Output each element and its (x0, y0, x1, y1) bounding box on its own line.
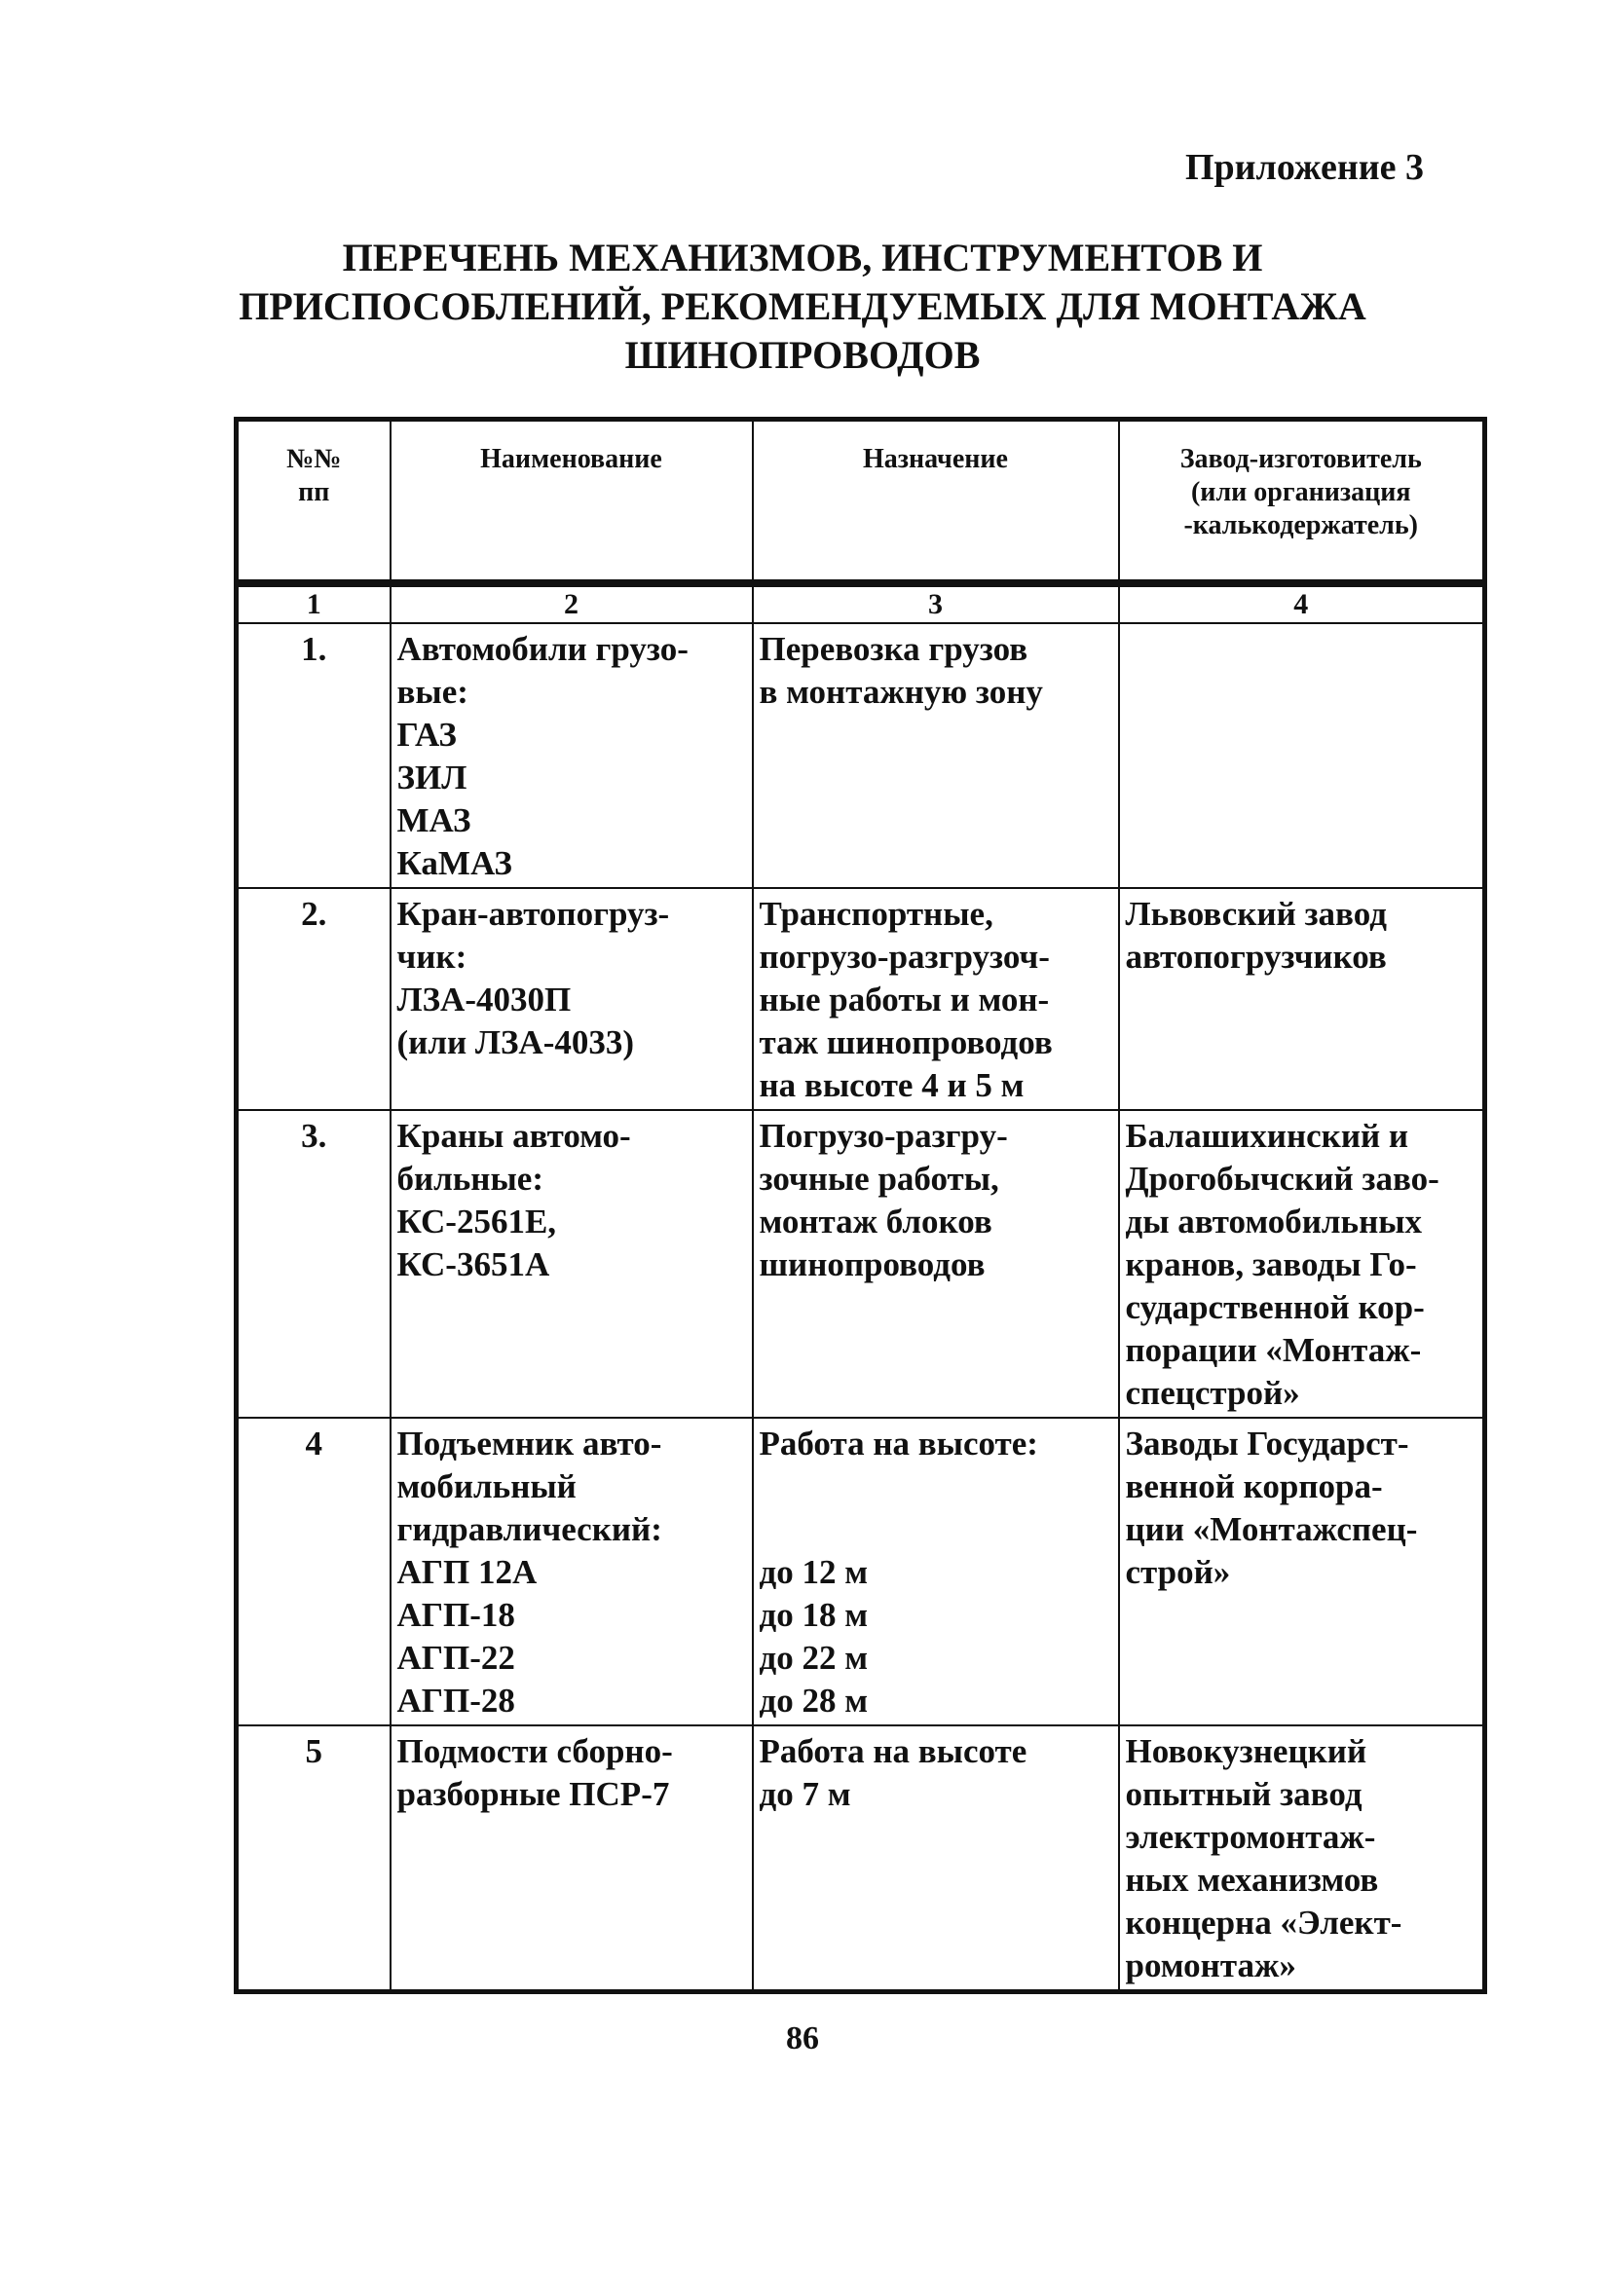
cell-line: ромонтаж» (1125, 1945, 1296, 1984)
header-line: №№ (286, 444, 342, 474)
cell-purpose (753, 1725, 1119, 1992)
cell-line: ных механизмов (1125, 1860, 1379, 1899)
header-line: Назначение (863, 444, 1008, 474)
cell-purpose (753, 1418, 1119, 1725)
table-row (237, 888, 1485, 1110)
cell-line: чик: (396, 937, 467, 976)
table-row (237, 1110, 1485, 1418)
cell-line: ЛЗА-4030П (396, 980, 572, 1018)
cell-maker (1119, 1110, 1485, 1418)
cell-line: Львовский завод (1125, 894, 1387, 933)
cell-line: ЗИЛ (396, 758, 467, 796)
cell-line: Подъемник авто- (396, 1424, 662, 1463)
cell-line: КС-2561Е, (396, 1202, 557, 1241)
column-number: 1 (237, 583, 391, 623)
cell-purpose (753, 1110, 1119, 1418)
column-header-maker (1119, 420, 1485, 583)
appendix-label: Приложение 3 (1184, 147, 1424, 188)
row-number: 3. (237, 1110, 391, 1418)
cell-name (391, 888, 753, 1110)
header-line: (или организация (1190, 477, 1411, 507)
cell-line: АГП-18 (396, 1595, 515, 1634)
column-header-number (237, 420, 391, 583)
cell-line: (или ЛЗА-4033) (396, 1022, 635, 1061)
cell-line: Краны автомо- (396, 1116, 631, 1155)
table-row (237, 1725, 1485, 1992)
cell-line: венной корпора- (1125, 1466, 1383, 1505)
cell-line: гидравлический: (396, 1509, 662, 1548)
cell-name (391, 1110, 753, 1418)
cell-line (760, 1508, 1112, 1551)
cell-line: строй» (1125, 1552, 1231, 1591)
cell-line: до 7 м (759, 1774, 851, 1813)
cell-line: Кран-автопогруз- (396, 894, 670, 933)
cell-line: Новокузнецкий (1125, 1731, 1367, 1770)
cell-line: бильные: (396, 1159, 543, 1198)
cell-line: АГП 12А (396, 1552, 538, 1591)
cell-line: таж шинопроводов (759, 1022, 1053, 1061)
cell-maker (1119, 1725, 1485, 1992)
cell-line: сударственной кор- (1125, 1287, 1425, 1326)
header-line: пп (298, 477, 330, 507)
row-number: 2. (237, 888, 391, 1110)
cell-line: на высоте 4 и 5 м (759, 1065, 1025, 1104)
header-line: -калькодержатель) (1183, 510, 1418, 540)
cell-line: в монтажную зону (759, 672, 1043, 711)
cell-name (391, 623, 753, 888)
cell-line: до 18 м (759, 1595, 869, 1634)
title-line: ПЕРЕЧЕНЬ МЕХАНИЗМОВ, ИНСТРУМЕНТОВ И (342, 236, 1263, 279)
cell-purpose (753, 623, 1119, 888)
cell-line: концерна «Элект- (1125, 1903, 1402, 1942)
column-number: 4 (1119, 583, 1485, 623)
row-number: 1. (237, 623, 391, 888)
cell-purpose (753, 888, 1119, 1110)
cell-line: Работа на высоте (759, 1731, 1027, 1770)
title-line: ШИНОПРОВОДОВ (624, 333, 981, 377)
document-title (0, 234, 1605, 380)
table-row (237, 623, 1485, 888)
row-number: 4 (237, 1418, 391, 1725)
cell-line: АГП-28 (396, 1681, 515, 1720)
column-header-purpose (753, 420, 1119, 583)
cell-line: электромонтаж- (1125, 1817, 1376, 1856)
cell-line: Перевозка грузов (759, 629, 1028, 668)
column-header-name (391, 420, 753, 583)
page-number: 86 (786, 2020, 819, 2056)
cell-line: ГАЗ (396, 715, 457, 754)
cell-line: МАЗ (396, 800, 471, 839)
cell-line: вые: (396, 672, 468, 711)
cell-line: разборные ПСР-7 (396, 1774, 670, 1813)
cell-line: АГП-22 (396, 1638, 515, 1677)
column-number: 2 (391, 583, 753, 623)
cell-line: до 28 м (759, 1681, 869, 1720)
header-line: Завод-изготовитель (1179, 444, 1422, 474)
cell-line (760, 1465, 1112, 1508)
cell-line: кранов, заводы Го- (1125, 1244, 1417, 1283)
cell-line: автопогрузчиков (1125, 937, 1387, 976)
cell-line: до 22 м (759, 1638, 869, 1677)
cell-line: шинопроводов (759, 1244, 986, 1283)
cell-line: Работа на высоте: (759, 1424, 1038, 1463)
row-number: 5 (237, 1725, 391, 1992)
equipment-table (234, 417, 1487, 1994)
cell-line: Дрогобычский заво- (1125, 1159, 1439, 1198)
title-line: ПРИСПОСОБЛЕНИЙ, РЕКОМЕНДУЕМЫХ ДЛЯ МОНТАЖА (239, 284, 1366, 328)
cell-line: спецстрой» (1125, 1373, 1300, 1412)
cell-maker (1119, 1418, 1485, 1725)
header-line: Наименование (480, 444, 662, 474)
cell-line: КаМАЗ (396, 843, 512, 882)
table-row (237, 1418, 1485, 1725)
cell-name (391, 1725, 753, 1992)
cell-line: ды автомобильных (1125, 1202, 1423, 1241)
cell-line: мобильный (396, 1466, 577, 1505)
cell-line: опытный завод (1125, 1774, 1362, 1813)
cell-line: до 12 м (759, 1552, 869, 1591)
cell-line: Погрузо-разгру- (759, 1116, 1008, 1155)
cell-name (391, 1418, 753, 1725)
cell-line: монтаж блоков (759, 1202, 992, 1241)
cell-line: КС-3651А (396, 1244, 550, 1283)
cell-line: Транспортные, (759, 894, 993, 933)
cell-line: ции «Монтажспец- (1125, 1509, 1418, 1548)
cell-line: порации «Монтаж- (1125, 1330, 1422, 1369)
cell-line: ные работы и мон- (759, 980, 1050, 1018)
table-header-row (237, 420, 1485, 583)
cell-maker (1119, 888, 1485, 1110)
column-number-row (237, 583, 1485, 623)
cell-line: Балашихинский и (1125, 1116, 1409, 1155)
cell-line: зочные работы, (759, 1159, 999, 1198)
cell-maker (1119, 623, 1485, 888)
cell-line: погрузо-разгрузоч- (759, 937, 1050, 976)
cell-line: Автомобили грузо- (396, 629, 689, 668)
column-number: 3 (753, 583, 1119, 623)
cell-line: Заводы Государст- (1125, 1424, 1409, 1463)
cell-line: Подмости сборно- (396, 1731, 673, 1770)
